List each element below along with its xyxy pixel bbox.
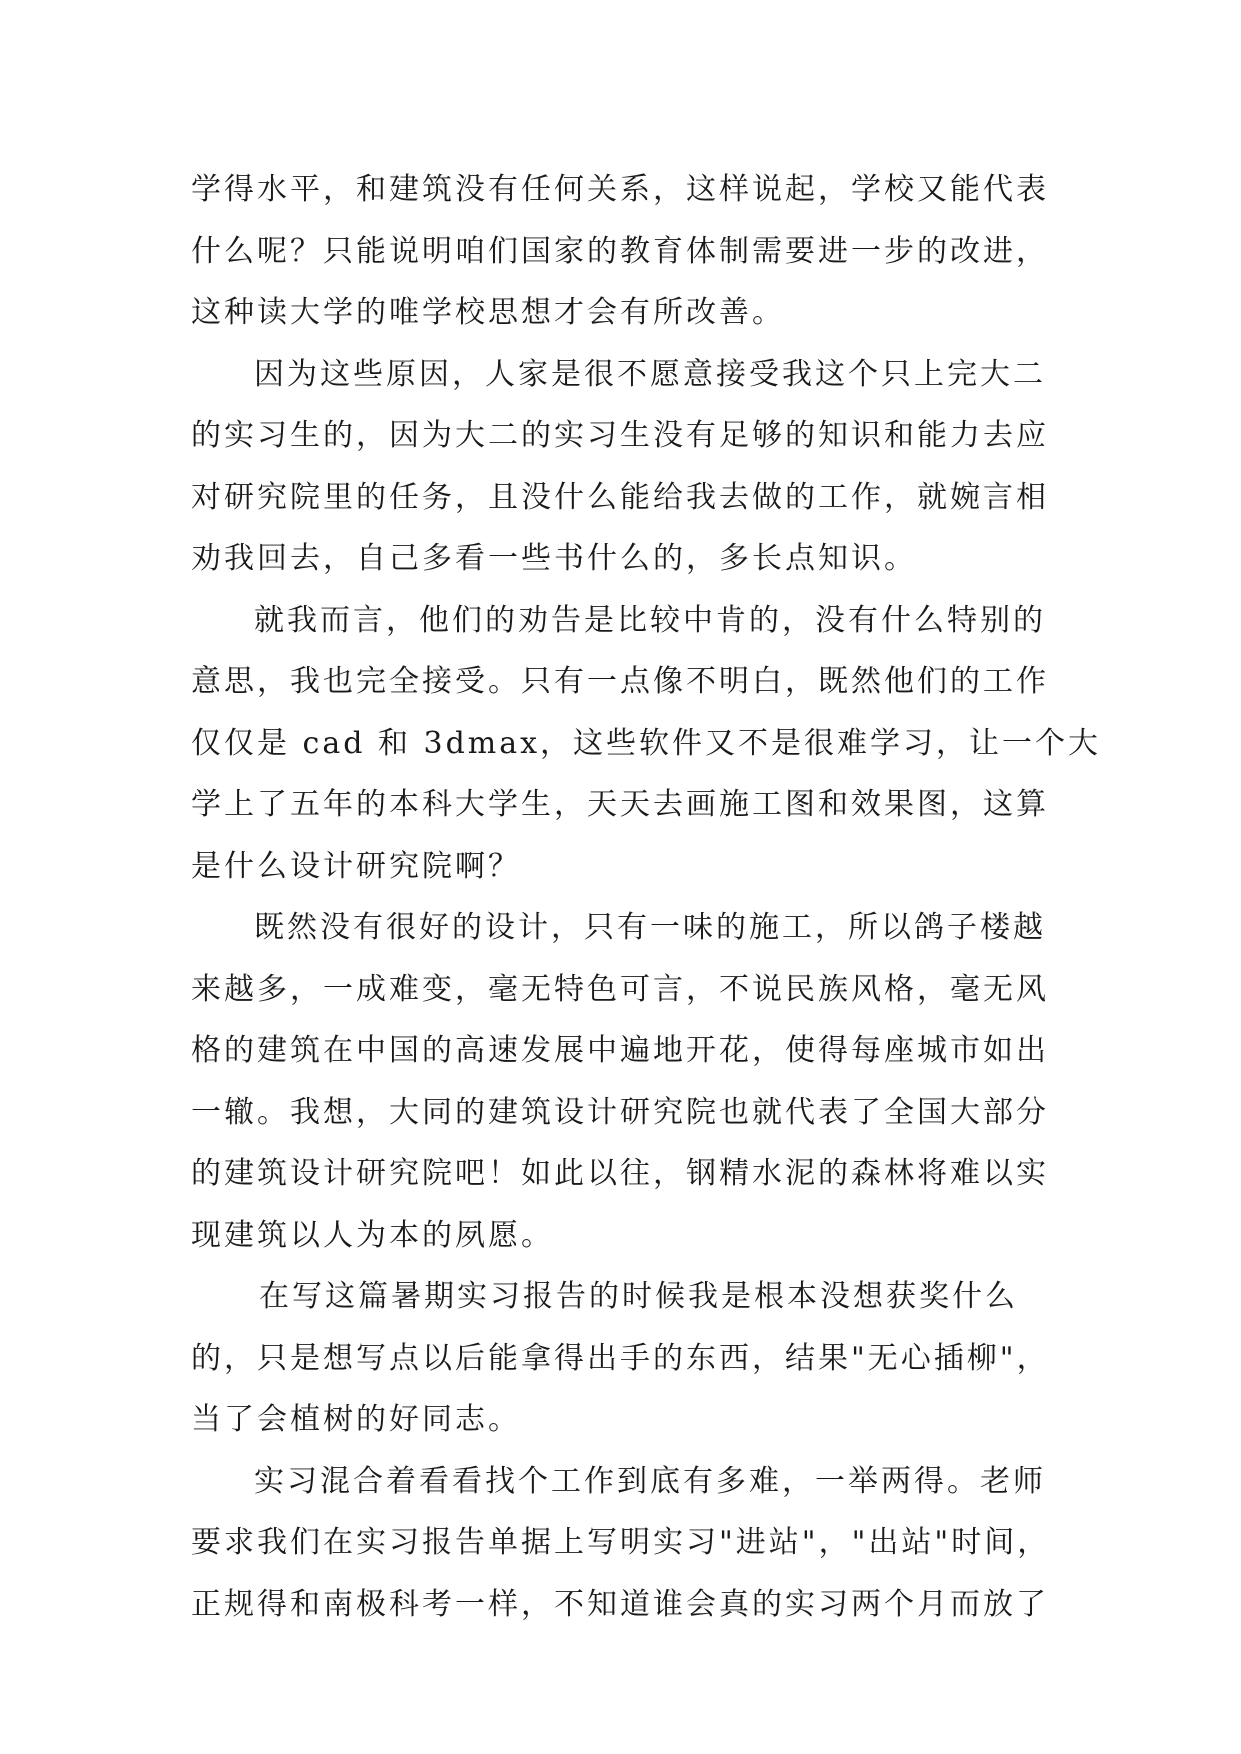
text-line: 的，只是想写点以后能拿得出手的东西，结果"无心插柳"， [191, 1340, 1050, 1376]
text-line: 这种读大学的唯学校思想才会有所改善。 [191, 295, 785, 330]
text-line: 一辙。我想，大同的建筑设计研究院也就代表了全国大部分 [191, 1094, 1049, 1130]
paragraph [191, 1266, 1061, 1451]
text-line: 对研究院里的任务，且没什么能给我去做的工作，就婉言相 [191, 479, 1049, 515]
text-line: 在写这篇暑期实习报告的时候我是根本没想获奖什么 [259, 1279, 1018, 1314]
text-line: 学得水平，和建筑没有任何关系，这样说起，学校又能代表 [191, 172, 1049, 207]
text-line: 劝我回去，自己多看一些书什么的，多长点知识。 [191, 541, 917, 576]
text-line: 格的建筑在中国的高速发展中遍地开花，使得每座城市如出 [191, 1033, 1049, 1068]
text-line: 就我而言，他们的劝告是比较中肯的，没有什么特别的 [254, 602, 1046, 638]
text-line: 的建筑设计研究院吧！如此以往，钢精水泥的森林将难以实 [191, 1156, 1049, 1191]
text-line: 学上了五年的本科大学生，天天去画施工图和效果图，这算 [191, 787, 1049, 822]
text-line: 要求我们在实习报告单据上写明实习"进站"，"出站"时间， [191, 1525, 1051, 1560]
paragraph [191, 159, 1061, 344]
text-line: 仅仅是 cad 和 3dmax，这些软件又不是很难学习，让一个大 [191, 725, 1102, 761]
text-line: 实习混合着看看找个工作到底有多难，一举两得。老师 [254, 1463, 1046, 1499]
paragraph [191, 590, 1102, 898]
text-line: 什么呢？只能说明咱们国家的教育体制需要进一步的改进， [191, 233, 1049, 269]
text-line: 是什么设计研究院啊？ [191, 848, 521, 884]
text-line: 正规得和南极科考一样，不知道谁会真的实习两个月而放了 [191, 1586, 1049, 1622]
text-line: 意思，我也完全接受。只有一点像不明白，既然他们的工作 [191, 664, 1049, 699]
text-line: 当了会植树的好同志。 [191, 1402, 521, 1437]
paragraph [191, 344, 1061, 590]
paragraph [191, 897, 1061, 1266]
text-line: 现建筑以人为本的夙愿。 [191, 1217, 554, 1253]
text-line: 既然没有很好的设计，只有一味的施工，所以鸽子楼越 [254, 910, 1046, 945]
text-line: 来越多，一成难变，毫无特色可言，不说民族风格，毫无风 [191, 971, 1049, 1007]
paragraph [191, 1451, 1061, 1636]
document-body [191, 159, 1102, 1635]
text-line: 因为这些原因，人家是很不愿意接受我这个只上完大二 [254, 356, 1046, 392]
text-line: 的实习生的，因为大二的实习生没有足够的知识和能力去应 [191, 418, 1049, 453]
